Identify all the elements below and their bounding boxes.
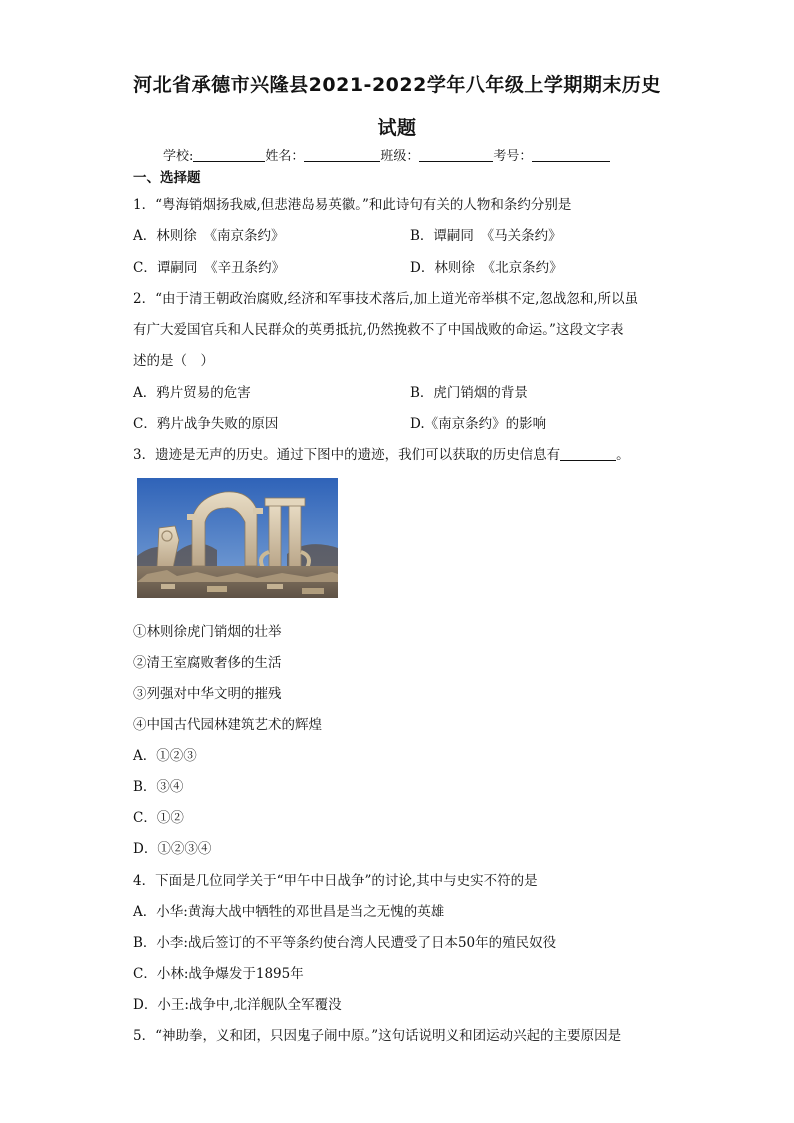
- q4-option-d[interactable]: D．小王:战争中,北洋舰队全军覆没: [133, 997, 342, 1013]
- q2-option-a[interactable]: A．鸦片贸易的危害: [133, 385, 251, 401]
- q3-option-a[interactable]: A．①②③: [133, 748, 197, 764]
- q3-item-4: ④中国古代园林建筑艺术的辉煌: [133, 717, 322, 733]
- q4-option-c[interactable]: C．小林:战争爆发于1895年: [133, 966, 304, 982]
- q2-option-b[interactable]: B．虎门销烟的背景: [410, 385, 528, 401]
- exam-title-continued: 试题: [377, 117, 417, 139]
- q4-stem: 4．下面是几位同学关于“甲午中日战争”的讨论,其中与史实不符的是: [133, 873, 538, 889]
- number-label: 考号：: [493, 149, 533, 164]
- q2-stem-line1: 2．“由于清王朝政治腐败,经济和军事技术落后,加上道光帝举棋不定,忽战忽和,所以虽: [133, 291, 639, 307]
- q1-option-d[interactable]: D．林则徐 《北京条约》: [410, 260, 563, 276]
- school-label: 学校:: [163, 149, 194, 164]
- q4-option-a[interactable]: A．小华:黄海大战中牺牲的邓世昌是当之无愧的英雄: [133, 904, 445, 920]
- q5-stem: 5．“神助拳，义和团，只因鬼子闹中原。”这句话说明义和团运动兴起的主要原因是: [133, 1028, 622, 1044]
- q3-option-d[interactable]: D．①②③④: [133, 841, 212, 857]
- q1-option-c[interactable]: C．谭嗣同 《辛丑条约》: [133, 260, 286, 276]
- q1-stem: 1．“粤海销烟扬我威,但悲港岛易英徽。”和此诗句有关的人物和条约分别是: [133, 197, 572, 213]
- name-blank[interactable]: [304, 149, 380, 162]
- q1-option-b[interactable]: B．谭嗣同 《马关条约》: [410, 228, 562, 244]
- q4-option-b[interactable]: B．小李:战后签订的不平等条约使台湾人民遭受了日本50年的殖民奴役: [133, 935, 557, 951]
- q2-stem-line2: 有广大爱国官兵和人民群众的英勇抵抗,仍然挽救不了中国战败的命运。”这段文字表: [133, 322, 624, 338]
- student-info-row: [163, 145, 610, 164]
- q3-answer-blank[interactable]: [560, 448, 616, 461]
- school-blank[interactable]: [193, 149, 265, 162]
- q1-option-a[interactable]: A．林则徐 《南京条约》: [133, 228, 285, 244]
- class-label: 班级：: [380, 149, 420, 164]
- yuanmingyuan-ruins-photo: [137, 478, 338, 598]
- section-heading: 一、选择题: [133, 170, 201, 186]
- q2-option-d[interactable]: D.《南京条约》的影响: [410, 416, 547, 432]
- q2-stem-line3: 述的是（ ）: [133, 353, 214, 369]
- q3-item-2: ②清王室腐败奢侈的生活: [133, 655, 282, 671]
- class-blank[interactable]: [419, 149, 493, 162]
- q3-stem: [133, 443, 630, 463]
- ruins-illustration: [137, 478, 338, 598]
- number-blank[interactable]: [532, 149, 610, 162]
- q3-stem-text: 3．遗迹是无声的历史。通过下图中的遗迹，我们可以获取的历史信息有: [133, 447, 561, 463]
- exam-title: 河北省承德市兴隆县2021-2022学年八年级上学期期末历史: [133, 74, 661, 96]
- q3-option-c[interactable]: C．①②: [133, 810, 184, 826]
- q3-option-b[interactable]: B．③④: [133, 779, 184, 795]
- q3-item-3: ③列强对中华文明的摧残: [133, 686, 282, 702]
- q2-option-c[interactable]: C．鸦片战争失败的原因: [133, 416, 279, 432]
- name-label: 姓名：: [265, 149, 305, 164]
- q3-item-1: ①林则徐虎门销烟的壮举: [133, 624, 282, 640]
- q3-stem-end: 。: [616, 447, 630, 463]
